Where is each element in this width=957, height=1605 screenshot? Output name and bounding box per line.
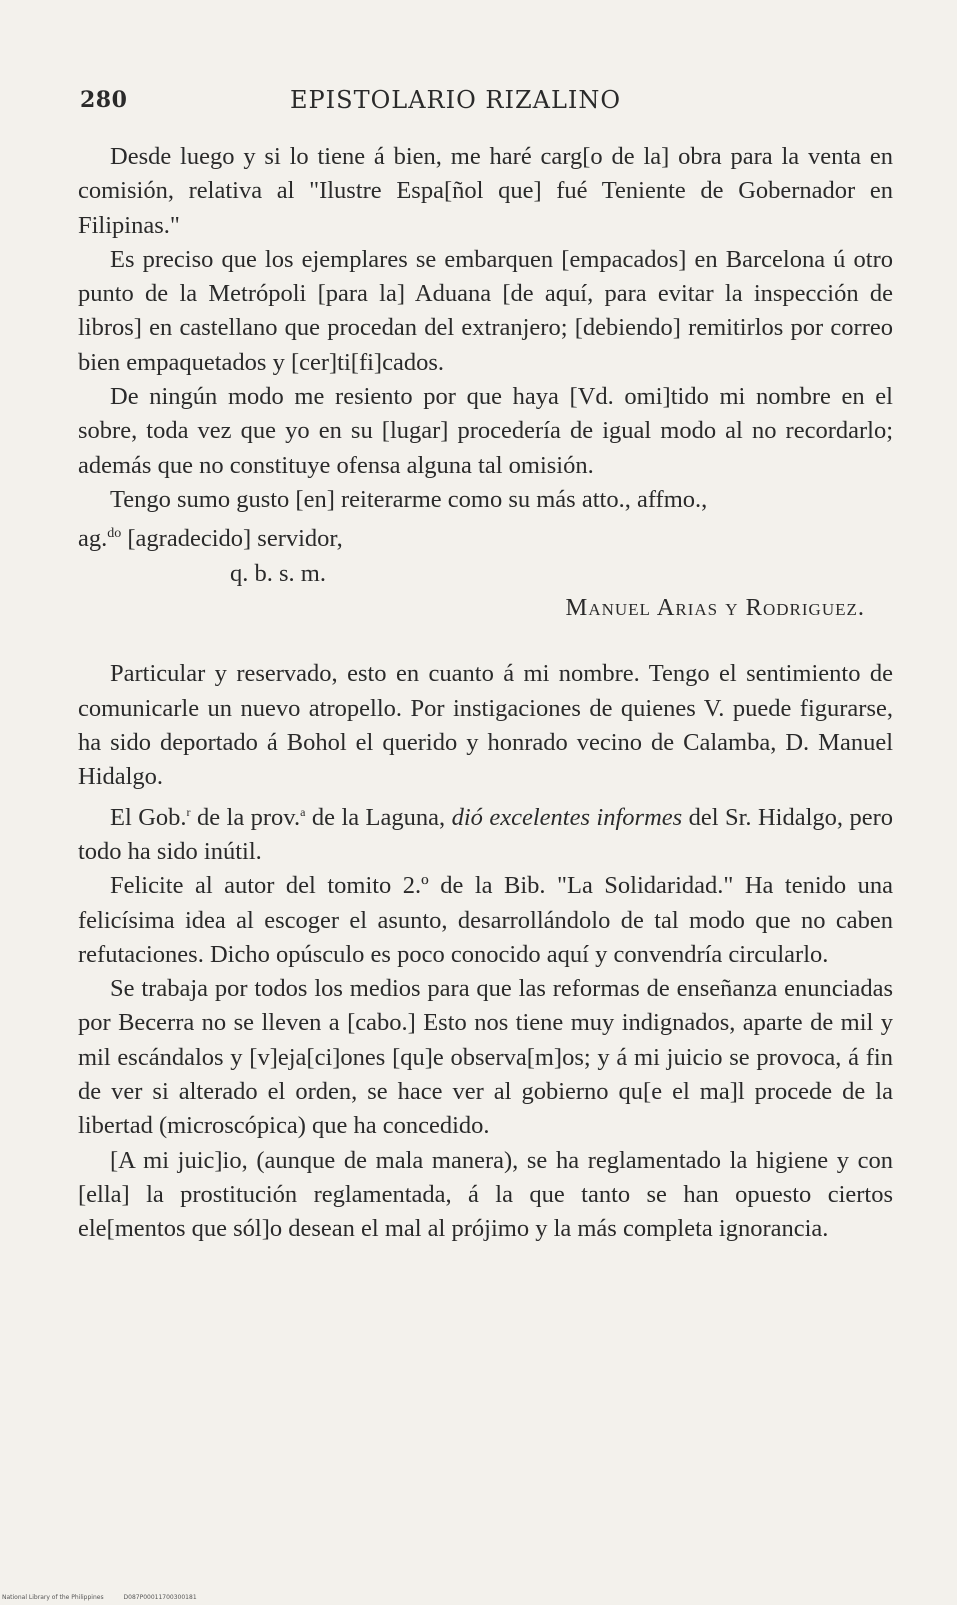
- library-credit: National Library of the Philippines: [2, 1594, 104, 1601]
- valediction: q. b. s. m.: [230, 559, 326, 587]
- paragraph: Particular y reservado, esto en cuanto á mi nombre. Tengo el sentimiento de comunicarle un nuevo atropello. Por instigaciones de quienes V. puede figurarse, ha sido deportado á Bohol el querido y honrado vecino de Calamba, D. Manuel Hidalgo.: [78, 660, 893, 791]
- italic-text: dió excelentes informes: [451, 803, 683, 831]
- text-run: de la Laguna,: [305, 803, 452, 831]
- scan-code: D087P00011700300181: [123, 1594, 197, 1601]
- closing-line-2: [78, 517, 893, 556]
- closing-line: Tengo sumo gusto [en] reiterarme como su más atto., affmo.,: [110, 485, 708, 513]
- page-header: [80, 82, 885, 118]
- body-text: [78, 140, 893, 1247]
- paragraph: [78, 795, 893, 870]
- paragraph: De ningún modo me resiento por que haya [Vd. omi]tido mi nombre en el sobre, toda vez que yo en su [lugar] procedería de igual modo al no recordarlo; además que no constituye ofensa alguna tal omisión.: [78, 383, 893, 479]
- superscript: do: [107, 526, 122, 542]
- paragraph: Se trabaja por todos los medios para que las reformas de enseñanza enunciadas por Becerra no se lleven a [cabo.] Esto nos tiene muy indignados, aparte de mil y mil escándalos y [v]eja[ci]ones [qu]e observa[m]os; y á mi juicio se provoca, á fin de ver si alterado el orden, se hace ver al gobierno qu[e el ma]l procede de la libertad (microscópica) que ha concedido.: [78, 975, 893, 1140]
- paragraph: [A mi juic]io, (aunque de mala manera), se ha reglamentado la higiene y con [ella] la prostitución reglamentada, á la que tanto se han opuesto ciertos ele[mentos que sól]o desean el mal al prójimo y la más completa ignorancia.: [78, 1146, 893, 1243]
- closing-text: [agradecido] servidor,: [121, 525, 343, 553]
- text-run: El Gob.: [110, 803, 187, 831]
- superscript: a: [300, 804, 306, 819]
- section-gap: [78, 625, 893, 657]
- page-number: 280: [80, 87, 128, 113]
- signature: Manuel Arias y Rodriguez.: [565, 594, 865, 622]
- paragraph: Felicite al autor del tomito 2.º de la Bib. "La Solidaridad." Ha tenido una felicísima idea al escoger el asunto, desarrollándolo de tal modo que no caben refutaciones. Dicho opúsculo es poco conocido aquí y convendría circularlo.: [78, 872, 893, 968]
- text-run: de la prov.: [190, 803, 301, 831]
- paragraph: Es preciso que los ejemplares se embarquen [empacados] en Barcelona ú otro punto de la Metrópoli [para la] Aduana [de aquí, para evitar la inspección de libros] en castellano que procedan del extranjero; [debiendo] remitirlos por correo bien empaquetados y [cer]ti[fi]cados.: [78, 245, 893, 376]
- text-run: del Sr. Hidalgo, pero todo ha sido inútil.: [78, 803, 894, 865]
- superscript: r: [186, 804, 191, 819]
- abbrev-text: ag.: [78, 525, 108, 553]
- running-title: EPISTOLARIO RIZALINO: [290, 86, 622, 114]
- scan-footer: [2, 1594, 215, 1601]
- paragraph: Desde luego y si lo tiene á bien, me haré carg[o de la] obra para la venta en comisión, relativa al "Ilustre Espa[ñol que] fué Teniente de Gobernador en Filipinas.": [78, 143, 893, 239]
